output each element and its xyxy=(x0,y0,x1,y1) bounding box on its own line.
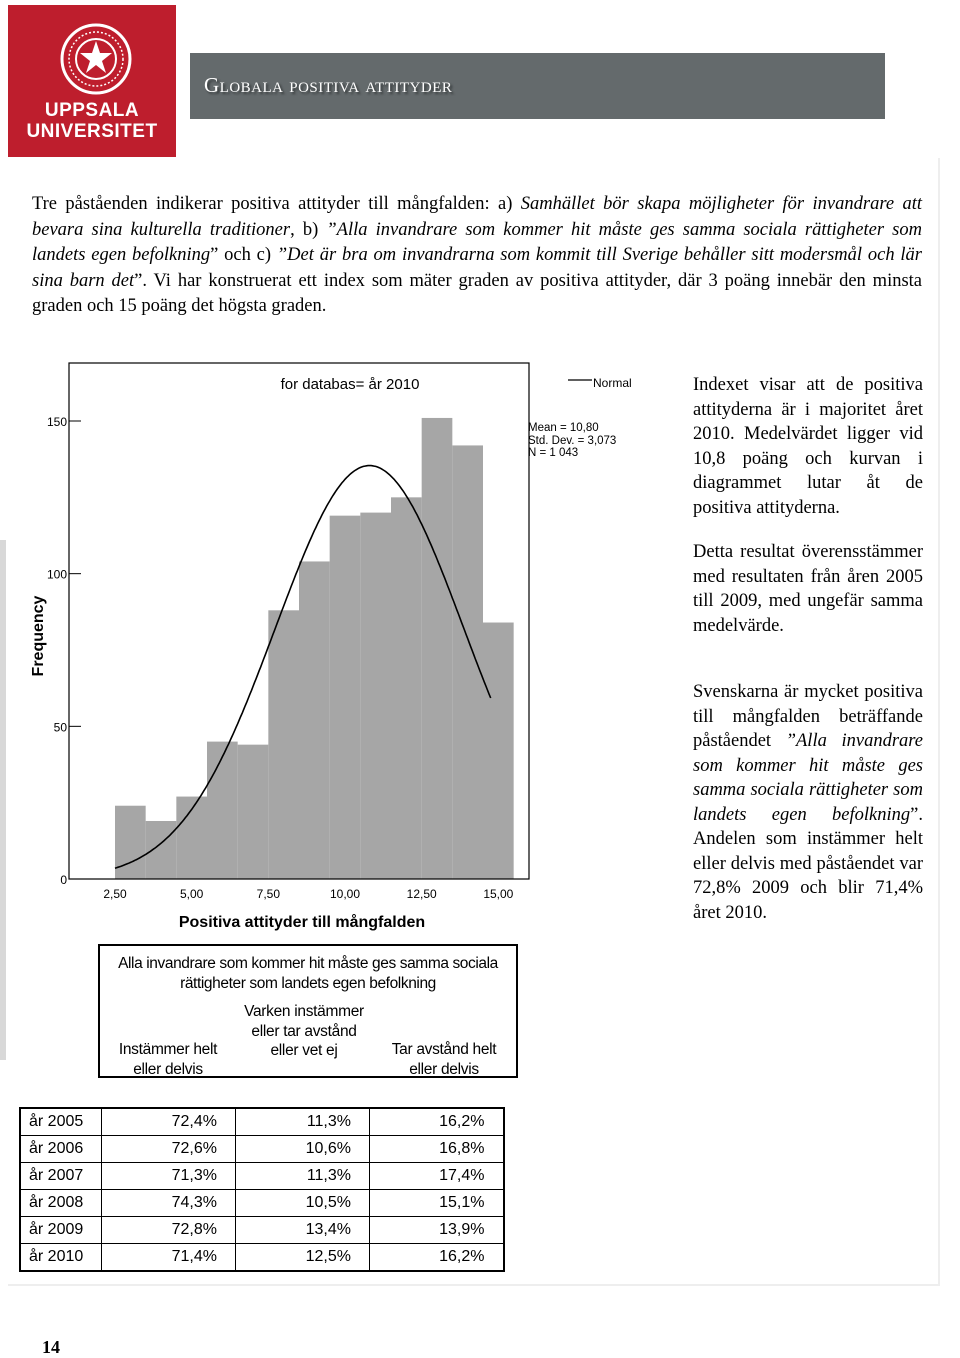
column-header-neutral: Varken instämmer eller tar avstånd eller vet ej xyxy=(244,1003,364,1059)
cell-neutral: 12,5% xyxy=(236,1244,370,1272)
stat-mean: Mean = 10,80 xyxy=(528,422,599,434)
cell-neutral: 10,5% xyxy=(236,1190,370,1217)
histogram-bar xyxy=(483,623,514,879)
histogram-bar xyxy=(238,745,269,879)
histogram-bar xyxy=(268,610,299,879)
y-tick-label: 150 xyxy=(46,415,67,429)
histogram-bar xyxy=(422,418,453,879)
histogram-bars xyxy=(115,418,514,879)
histogram-bar xyxy=(299,561,330,879)
side-statement: ”Alla invandrare som kommer hit måste ges samma sociala rättigheter som landets egen befolkning xyxy=(693,731,923,825)
histogram-bar xyxy=(115,806,146,879)
cell-agree: 72,8% xyxy=(102,1217,236,1244)
cell-year: år 2010 xyxy=(20,1244,102,1272)
x-tick-label: 10,00 xyxy=(329,887,361,901)
intro-statement-b: ”Alla invandrare som kommer hit måste ges samma sociala rättigheter som landets egen befolkning xyxy=(32,219,922,265)
histogram-bar xyxy=(330,516,361,879)
table-row xyxy=(20,1163,504,1190)
cell-agree: 72,6% xyxy=(102,1136,236,1163)
cell-year: år 2006 xyxy=(20,1136,102,1163)
column-header-disagree: Tar avstånd helt eller delvis xyxy=(391,1041,497,1078)
cell-disagree: 15,1% xyxy=(370,1190,504,1217)
histogram-bar xyxy=(146,821,177,879)
table-row xyxy=(20,1136,504,1163)
chart-title: for databas= år 2010 xyxy=(280,376,420,393)
side-paragraph-2: Detta resultat överensstämmer med resultaten från åren 2005 till 2009, med ungefär samma medelvärde. xyxy=(693,542,923,636)
logo-line-2: UNIVERSITET xyxy=(26,121,158,142)
cell-year: år 2005 xyxy=(20,1108,102,1136)
cell-neutral: 10,6% xyxy=(236,1136,370,1163)
table-row xyxy=(20,1217,504,1244)
stat-n: N = 1 043 xyxy=(528,447,579,459)
cell-agree: 71,4% xyxy=(102,1244,236,1272)
histogram-bar xyxy=(360,513,391,879)
x-tick-label: 15,00 xyxy=(483,887,514,901)
cell-disagree: 16,8% xyxy=(370,1136,504,1163)
table-row xyxy=(20,1190,504,1217)
histogram-bar xyxy=(207,742,238,879)
y-axis-label: Frequency xyxy=(30,595,47,677)
page-number: 14 xyxy=(42,1337,60,1357)
cell-neutral: 11,3% xyxy=(236,1163,370,1190)
histogram-bar xyxy=(452,445,483,879)
cell-year: år 2007 xyxy=(20,1163,102,1190)
x-tick-label: 12,50 xyxy=(406,887,437,901)
question-header-box xyxy=(98,944,518,1078)
intro-statement-a: Samhället bör skapa möjligheter för invandrare att bevara sina kulturella traditioner xyxy=(32,194,922,240)
cell-neutral: 13,4% xyxy=(236,1217,370,1244)
intro-text-1: Tre påståenden indikerar positiva attityder till mångfalden: a) xyxy=(32,194,521,214)
cell-agree: 74,3% xyxy=(102,1190,236,1217)
intro-text-4: ”. Vi har konstruerat ett index som mäter graden av positiva attityder, där 3 poäng innebär den minsta graden och 15 poäng det högsta graden. xyxy=(32,270,923,316)
cell-year: år 2008 xyxy=(20,1190,102,1217)
cell-year: år 2009 xyxy=(20,1217,102,1244)
y-tick-label: 0 xyxy=(60,873,67,887)
side-text-3b: ”. Andelen som instämmer helt eller delvis med påståendet var 72,8% 2009 och blir 71,4% året 2010. xyxy=(693,804,923,923)
y-tick-label: 50 xyxy=(53,720,67,735)
side-text-3a: Svenskarna är mycket positiva till mångfalden beträffande påståendet xyxy=(693,682,923,751)
cell-disagree: 16,2% xyxy=(370,1108,504,1136)
table-row xyxy=(20,1108,504,1136)
cell-disagree: 17,4% xyxy=(370,1163,504,1190)
section-title: Globala positiva attityder xyxy=(204,73,453,97)
results-table xyxy=(19,1107,505,1272)
x-tick-label: 7,50 xyxy=(256,887,281,901)
x-axis-label: Positiva attityder till mångfalden xyxy=(178,914,426,931)
x-tick-label: 2,50 xyxy=(103,887,127,901)
question-title: Alla invandrare som kommer hit måste ges samma sociala rättigheter som landets egen befolkning xyxy=(118,955,498,992)
table-row xyxy=(20,1244,504,1272)
cell-disagree: 16,2% xyxy=(370,1244,504,1272)
cell-agree: 72,4% xyxy=(102,1108,236,1136)
histogram-bar xyxy=(391,497,422,879)
side-paragraph-3 xyxy=(693,680,923,925)
intro-statement-c: ”Det är bra om invandrarna som kommit till Sverige behåller sitt modersmål och lär sina barn det xyxy=(32,245,922,291)
side-paragraph-1: Indexet visar att de positiva attityderna är i majoritet året 2010. Medelvärdet ligger vid 10,8 poäng och kurvan i diagrammet lutar åt de positiva attityderna. xyxy=(693,375,923,518)
intro-text-2: , b) xyxy=(290,219,327,240)
cell-neutral: 11,3% xyxy=(236,1108,370,1136)
logo-line-1: UPPSALA xyxy=(44,100,140,121)
cell-agree: 71,3% xyxy=(102,1163,236,1190)
stat-sd: Std. Dev. = 3,073 xyxy=(528,435,617,447)
cell-disagree: 13,9% xyxy=(370,1217,504,1244)
legend-label: Normal xyxy=(593,376,632,390)
intro-text-3: ” och c) xyxy=(210,245,277,265)
y-tick-label: 100 xyxy=(46,567,67,582)
column-header-agree: Instämmer helt eller delvis xyxy=(118,1041,218,1078)
x-tick-label: 5,00 xyxy=(179,887,204,901)
